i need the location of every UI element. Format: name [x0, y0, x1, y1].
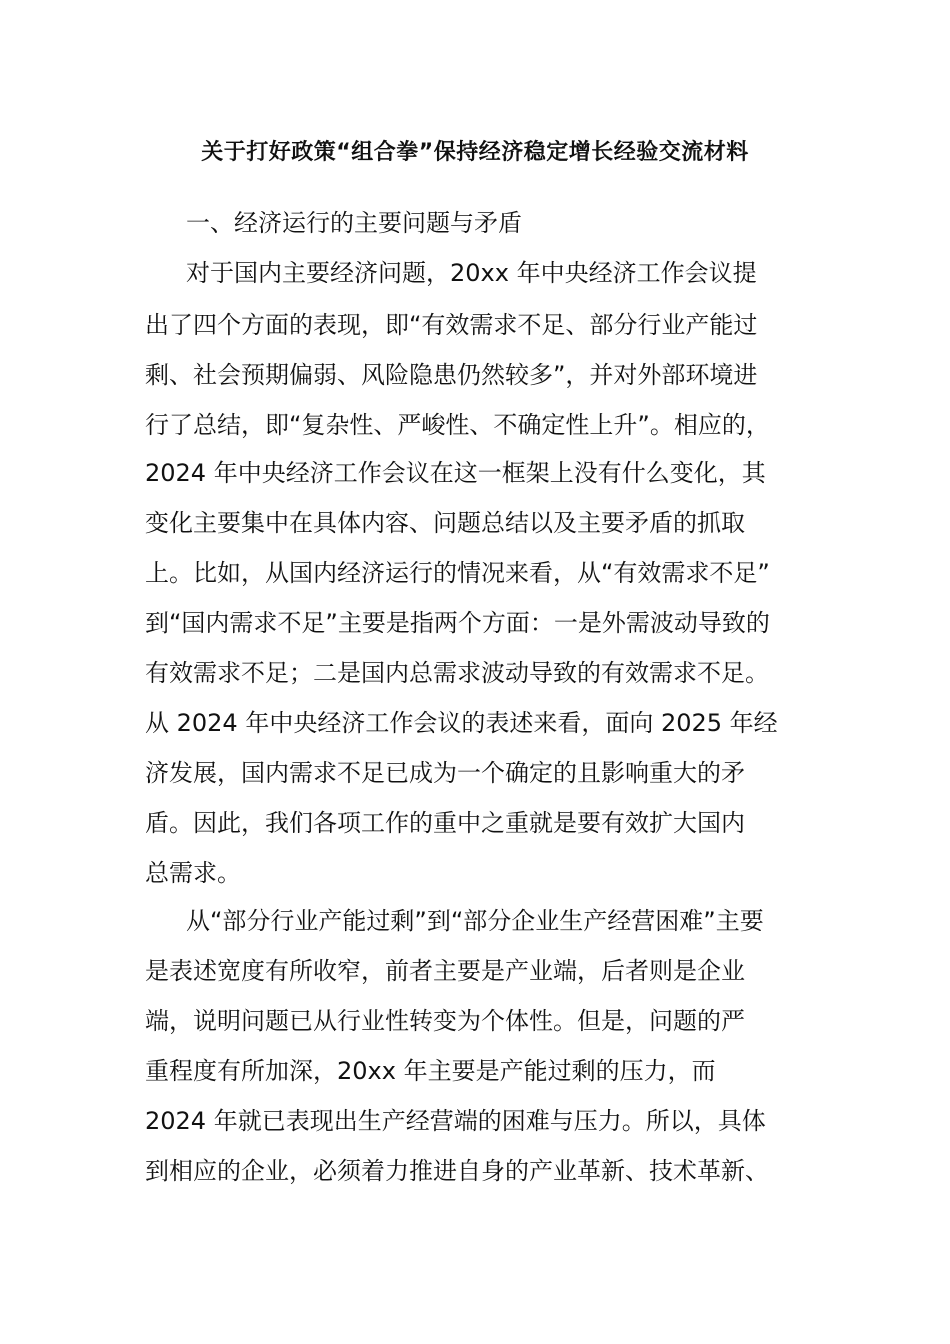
paragraph-line: 出了四个方面的表现，即“有效需求不足、部分行业产能过: [145, 311, 758, 339]
paragraph-line: 2024 年中央经济工作会议在这一框架上没有什么变化，其: [145, 459, 766, 487]
paragraph-line: 从“部分行业产能过剩”到“部分企业生产经营困难”主要: [186, 907, 764, 935]
paragraph-line: 变化主要集中在具体内容、问题总结以及主要矛盾的抓取: [145, 509, 745, 537]
document-title: 关于打好政策“组合拳”保持经济稳定增长经验交流材料: [201, 140, 749, 165]
paragraph-line: 从 2024 年中央经济工作会议的表述来看，面向 2025 年经: [145, 709, 778, 737]
paragraph-line: 对于国内主要经济问题，20xx 年中央经济工作会议提: [186, 259, 757, 287]
paragraph-line: 重程度有所加深，20xx 年主要是产能过剩的压力，而: [145, 1057, 716, 1085]
section-heading: 一、经济运行的主要问题与矛盾: [186, 209, 522, 237]
paragraph-line: 到相应的企业，必须着力推进自身的产业革新、技术革新、: [145, 1157, 769, 1185]
paragraph-line: 2024 年就已表现出生产经营端的困难与压力。所以，具体: [145, 1107, 766, 1135]
paragraph-line: 济发展，国内需求不足已成为一个确定的且影响重大的矛: [145, 759, 745, 787]
paragraph-line: 端，说明问题已从行业性转变为个体性。但是，问题的严: [145, 1007, 745, 1035]
paragraph-line: 总需求。: [145, 859, 241, 887]
paragraph-line: 是表述宽度有所收窄，前者主要是产业端，后者则是企业: [145, 957, 745, 985]
paragraph-line: 上。比如，从国内经济运行的情况来看，从“有效需求不足”: [145, 559, 770, 587]
paragraph-line: 行了总结，即“复杂性、严峻性、不确定性上升”。相应的，: [145, 411, 770, 439]
paragraph-line: 到“国内需求不足”主要是指两个方面：一是外需波动导致的: [145, 609, 770, 637]
paragraph-line: 有效需求不足；二是国内总需求波动导致的有效需求不足。: [145, 659, 769, 687]
paragraph-line: 剩、社会预期偏弱、风险隐患仍然较多”，并对外部环境进: [145, 361, 758, 389]
paragraph-line: 盾。因此，我们各项工作的重中之重就是要有效扩大国内: [145, 809, 745, 837]
